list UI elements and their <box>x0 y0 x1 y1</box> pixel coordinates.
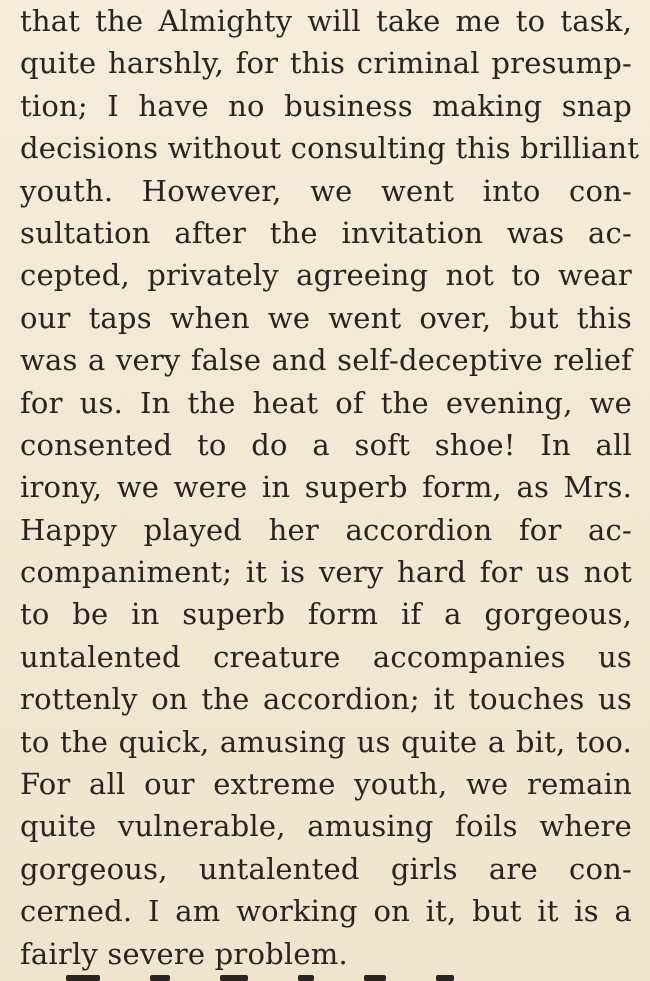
cut-off-next-line <box>66 961 546 981</box>
text-line: For all our extreme youth, we remain <box>20 767 632 802</box>
text-line: for us. In the heat of the evening, we <box>20 385 632 420</box>
text-line: to the quick, amusing us quite a bit, too. <box>20 724 632 759</box>
text-line: tion; I have no business making snap <box>20 88 632 123</box>
text-line: companiment; it is very hard for us not <box>20 555 632 590</box>
text-line: decisions without consulting this brilliant <box>20 131 640 166</box>
text-line: rottenly on the accordion; it touches us <box>20 682 632 717</box>
text-line: to be in superb form if a gorgeous, <box>20 597 632 632</box>
text-line: gorgeous, untalented girls are con- <box>20 851 632 886</box>
text-line: that the Almighty will take me to task, <box>20 4 632 38</box>
text-line: irony, we were in superb form, as Mrs. <box>20 470 632 505</box>
text-line: untalented creature accompanies us <box>20 639 632 674</box>
text-line: quite vulnerable, amusing foils where <box>20 809 632 844</box>
text-line: Happy played her accordion for ac- <box>20 512 632 547</box>
body-text <box>20 0 640 975</box>
text-line: was a very false and self-deceptive relief <box>20 343 632 378</box>
text-line: cepted, privately agreeing not to wear <box>20 258 632 293</box>
text-line: sultation after the invitation was ac- <box>20 215 632 250</box>
text-line: youth. However, we went into con- <box>20 173 632 208</box>
text-line: consented to do a soft shoe! In all <box>20 427 632 462</box>
text-line: our taps when we went over, but this <box>20 300 632 335</box>
text-line: cerned. I am working on it, but it is a <box>20 894 632 929</box>
text-line: quite harshly, for this criminal presump- <box>20 46 632 81</box>
text-line: fairly severe problem. <box>20 936 348 971</box>
